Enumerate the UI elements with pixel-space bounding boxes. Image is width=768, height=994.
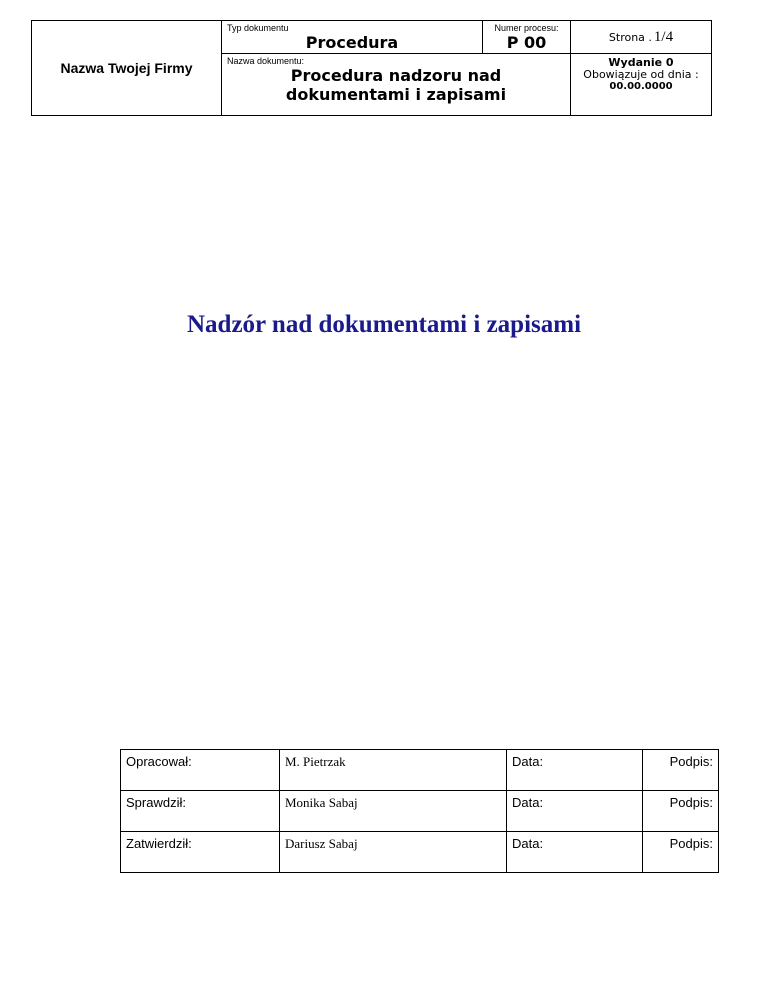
person-cell: Monika Sabaj <box>280 791 507 832</box>
valid-from-value: 00.00.0000 <box>609 81 673 92</box>
signature-cell: Podpis: <box>643 832 719 873</box>
doc-name-cell <box>222 54 571 115</box>
signature-table <box>120 749 719 873</box>
date-cell: Data: <box>507 750 643 791</box>
role-cell: Zatwierdził: <box>121 832 280 873</box>
page-label: Strona . <box>608 30 652 44</box>
table-row <box>121 750 719 791</box>
edition-cell <box>571 54 711 115</box>
edition-value: Wydanie 0 <box>608 56 674 69</box>
page-cell <box>571 21 711 54</box>
role-cell: Sprawdził: <box>121 791 280 832</box>
doc-type-label: Typ dokumentu <box>227 23 289 33</box>
date-cell: Data: <box>507 832 643 873</box>
person-cell: M. Pietrzak <box>280 750 507 791</box>
signature-cell: Podpis: <box>643 750 719 791</box>
process-number-cell <box>483 21 571 54</box>
role-cell: Opracował: <box>121 750 280 791</box>
valid-from-label: Obowiązuje od dnia : <box>583 68 699 81</box>
page-title: Nadzór nad dokumentami i zapisami <box>186 311 582 338</box>
company-name: Nazwa Twojej Firmy <box>32 21 222 115</box>
document-header <box>31 20 712 116</box>
process-number-value: P 00 <box>506 33 547 52</box>
date-cell: Data: <box>507 791 643 832</box>
signature-cell: Podpis: <box>643 791 719 832</box>
page-value: 1/4 <box>653 28 674 45</box>
process-number-label: Numer procesu: <box>494 23 559 33</box>
doc-type-cell <box>222 21 483 54</box>
doc-type-value: Procedura <box>305 33 399 52</box>
person-cell: Dariusz Sabaj <box>280 832 507 873</box>
table-row <box>121 832 719 873</box>
doc-name-label: Nazwa dokumentu: <box>227 56 305 66</box>
table-row <box>121 791 719 832</box>
doc-name-value: Procedura nadzoru nad dokumentami i zapisami <box>285 66 507 104</box>
